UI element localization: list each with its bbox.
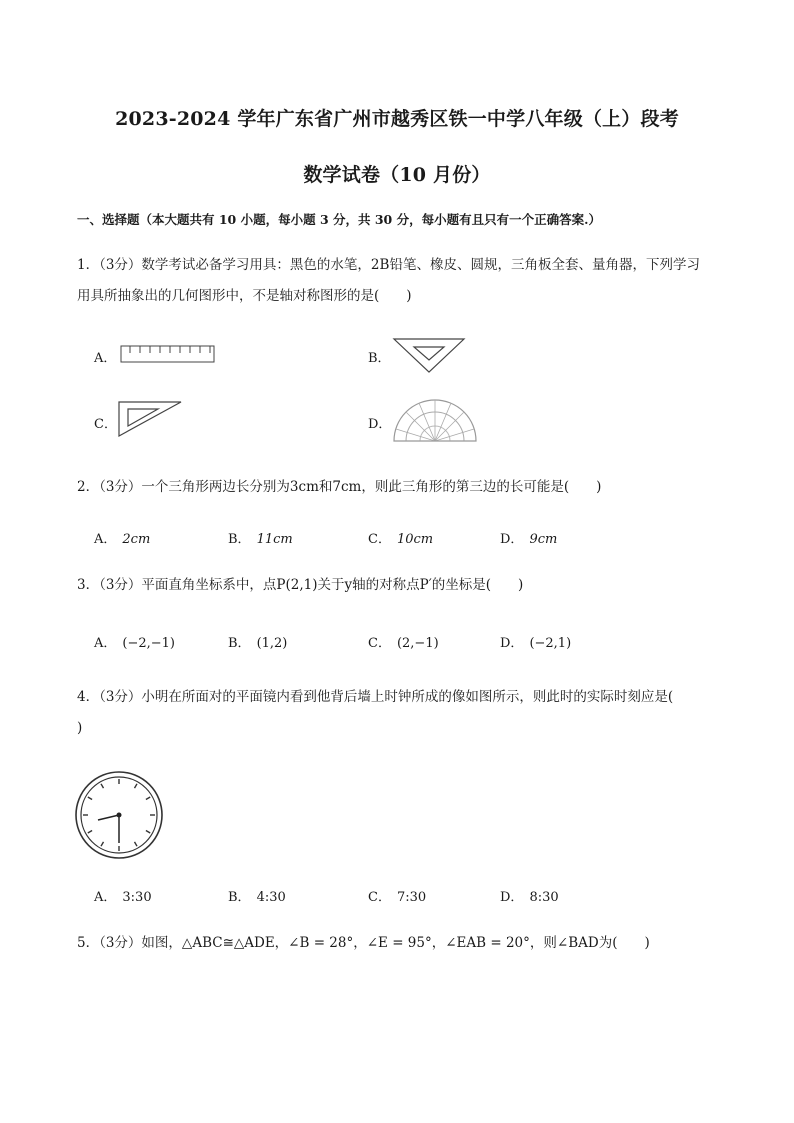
option-text: 7:30 <box>396 890 427 905</box>
q4-option-c <box>368 886 426 905</box>
option-letter: D． <box>500 636 524 651</box>
option-text: 3:30 <box>122 890 152 905</box>
option-text: 9cm <box>529 532 558 547</box>
option-text: 11cm <box>256 532 293 547</box>
q4-option-b <box>228 886 286 905</box>
option-text: (−2,1) <box>529 636 572 651</box>
page-subtitle: 数学试卷（10 月份） <box>303 164 491 186</box>
q1-option-b <box>368 347 391 366</box>
question-5-number: 5． <box>77 935 100 951</box>
triangle-ruler-icon <box>392 336 466 374</box>
q2-option-b <box>228 528 293 547</box>
option-letter: A． <box>94 890 117 905</box>
question-1-text-1: （3分）数学考试必备学习用具：黑色的水笔，2B铅笔、橡皮、圆规，三角板全套、量角器，下列学习 <box>99 257 700 273</box>
ruler-icon <box>120 345 215 363</box>
question-3-number: 3． <box>77 577 100 593</box>
option-text: 10cm <box>396 532 434 547</box>
question-5-text: （3分）如图，△ABC≅△ADE，∠B = 28°，∠E = 95°，∠EAB = 20°，则∠BAD为( ) <box>99 935 650 951</box>
question-4-text-2: ) <box>77 720 83 736</box>
question-3 <box>77 570 722 601</box>
protractor-icon <box>392 398 478 443</box>
q2-option-d <box>500 528 557 547</box>
option-text: 4:30 <box>256 890 286 905</box>
question-3-text: （3分）平面直角坐标系中，点P(2,1)关于y轴的对称点P′的坐标是( ) <box>99 577 524 593</box>
question-1-text-2: 用具所抽象出的几何图形中，不是轴对称图形的是( ) <box>77 288 412 304</box>
question-1-number: 1． <box>77 257 100 273</box>
option-letter: A． <box>94 532 117 547</box>
option-text: (2,−1) <box>396 636 439 651</box>
q2-option-a <box>94 528 150 547</box>
option-letter: D． <box>500 532 524 547</box>
option-text: (1,2) <box>256 636 288 651</box>
section-heading: 一、选择题（本大题共有 10 小题，每小题 3 分，共 30 分，每小题有且只有一个正确答案.） <box>77 212 601 227</box>
option-letter: D． <box>368 417 392 432</box>
option-letter: A． <box>94 351 117 366</box>
page-title: 2023-2024 学年广东省广州市越秀区铁一中学八年级（上）段考 <box>115 108 679 130</box>
question-2 <box>77 472 722 503</box>
option-text: (−2,−1) <box>122 636 175 651</box>
question-2-number: 2． <box>77 479 100 495</box>
q1-option-a <box>94 347 116 366</box>
option-letter: B． <box>368 351 391 366</box>
question-4-text-1: （3分）小明在所面对的平面镜内看到他背后墙上时钟所成的像如图所示，则此时的实际时刻应是( <box>99 689 674 705</box>
question-4 <box>77 682 722 744</box>
q1-option-d <box>368 413 391 432</box>
q1-option-c <box>94 413 117 432</box>
q3-option-a <box>94 632 175 651</box>
q4-option-d <box>500 886 559 905</box>
q4-option-a <box>94 886 152 905</box>
q3-option-d <box>500 632 571 651</box>
option-letter: C． <box>368 636 391 651</box>
question-1 <box>77 250 722 312</box>
question-2-text: （3分）一个三角形两边长分别为3cm和7cm，则此三角形的第三边的长可能是( ) <box>99 479 602 495</box>
set-square-icon <box>116 399 184 439</box>
q3-option-b <box>228 632 287 651</box>
clock-icon <box>74 770 164 860</box>
q3-option-c <box>368 632 439 651</box>
option-letter: B． <box>228 636 251 651</box>
option-letter: C． <box>368 532 391 547</box>
option-letter: C． <box>94 417 117 432</box>
option-text: 2cm <box>122 532 151 547</box>
option-text: 8:30 <box>529 890 559 905</box>
q2-option-c <box>368 528 433 547</box>
option-letter: C． <box>368 890 391 905</box>
option-letter: A． <box>94 636 117 651</box>
question-4-number: 4． <box>77 689 100 705</box>
question-1-line-1 <box>77 250 722 281</box>
option-letter: D． <box>500 890 524 905</box>
question-5 <box>77 928 722 959</box>
question-4-line-1 <box>77 682 722 713</box>
option-letter: B． <box>228 890 251 905</box>
option-letter: B． <box>228 532 251 547</box>
